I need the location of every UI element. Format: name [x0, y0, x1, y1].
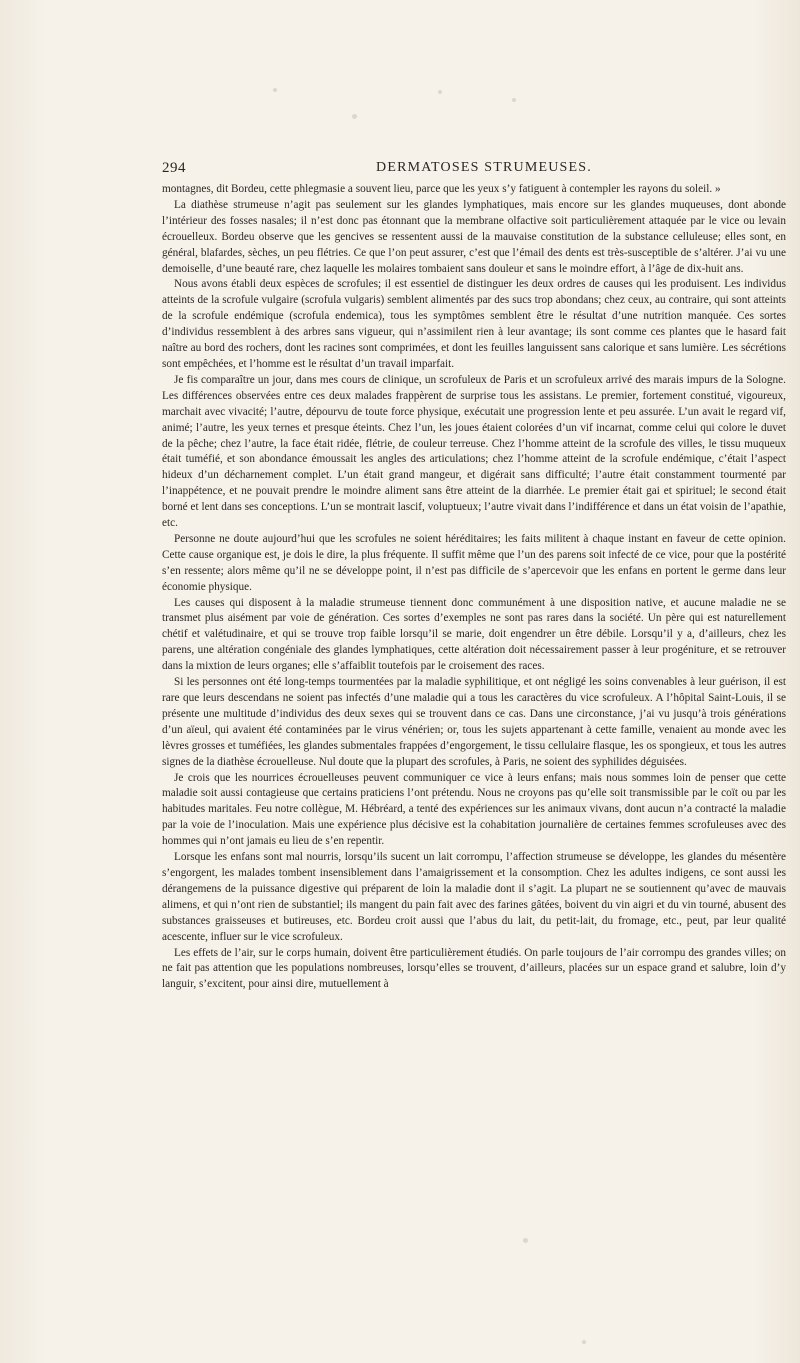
- paragraph: Personne ne doute aujourd’hui que les scrofules ne soient héréditaires; les faits militent à chaque instant en faveur de cette opinion. Cette cause organique est, je dois le dire, la plus fréquente. Il suffit même que l’un des parens soit infecté de ce vice, pour que la postérité s’en ressente; alors même qu’il ne se développe point, il n’est pas difficile de s’apercevoir que les enfans en portent le germe dans leur économie physique.: [162, 532, 786, 593]
- paragraph: montagnes, dit Bordeu, cette phlegmasie a souvent lieu, parce que les yeux s’y fatiguent à contempler les rayons du soleil. »: [162, 183, 721, 195]
- foxing-spot: [512, 98, 516, 102]
- paragraph: Lorsque les enfans sont mal nourris, lorsqu’ils sucent un lait corrompu, l’affection strumeuse se développe, les glandes du mésentère s’engorgent, les malades tombent insensiblement dans l’amaigrissement et la consomption. Chez les adultes indigens, ce sont aussi les dérangemens de la puissance digestive qui préparent de loin la maladie dont il s’agit. La plupart ne se soutiennent qu’avec de mauvais alimens, et qui n’ont rien de substantiel; ils mangent du pain fait avec des farines gâtées, boivent du vin aigri et du vin tourné, abusent des substances graisseuses et butireuses, etc. Bordeu croit aussi que l’abus du lait, du petit-lait, du fromage, etc., peut, par leur qualité acescente, influer sur le vice scrofuleux.: [162, 851, 786, 943]
- foxing-spot: [352, 114, 357, 119]
- paragraph: Les causes qui disposent à la maladie strumeuse tiennent donc communément à une disposition native, et aucune maladie ne se transmet plus aisément par voie de génération. Ces sortes d’exemples ne sont pas rares dans la société. Un père qui est naturellement chétif et valétudinaire, et qui se trouve trop faible lorsqu’il se marie, doit engendrer un être débile. Lorsqu’il y a, d’ailleurs, chez les parens, une altération congéniale des glandes lymphatiques, cette altération doit nécessairement passer à leur progéniture, et se retrouver dans la mixtion de leurs organes; elle s’affaiblit toutefois par le croisement des races.: [162, 596, 786, 673]
- foxing-spot: [438, 90, 442, 94]
- paragraph: Je crois que les nourrices écrouelleuses peuvent communiquer ce vice à leurs enfans; mais nous sommes loin de penser que cette maladie soit aussi contagieuse que certains praticiens l’ont prétendu. Nous ne croyons pas qu’elle soit transmissible par le coït ou par les habitudes maritales. Feu notre collègue, M. Hébréard, a tenté des expériences sur les animaux vivans, dont aucun n’a contracté la maladie par la voie de l’inoculation. Mais une expérience plus décisive est la cohabitation journalière de certaines femmes scrofuleuses avec des hommes qui n’ont jamais eu lieu de s’en repentir.: [162, 771, 786, 848]
- foxing-spot: [582, 1340, 586, 1344]
- foxing-spot: [273, 88, 277, 92]
- page-header: [162, 160, 786, 180]
- paragraph: Nous avons établi deux espèces de scrofules; il est essentiel de distinguer les deux ordres de causes qui les produisent. Les individus atteints de la scrofule vulgaire (scrofula vulgaris) semblent alimentés par des sucs trop abondans; chez ceux, au contraire, qui sont atteints de la scrofule endémique (scrofula endemica), tous les symptômes semblent être le résultat d’une nutrition manquée. Ces sortes d’individus ressemblent à des arbres sans vigueur, qui n’assimilent rien à leur avantage; ils sont comme ces plantes que le hasard fait naître au bord des rochers, dont les racines sont comprimées, et dont les feuilles languissent sans calorique et sans lumière. Les sécrétions sont empêchées, et l’homme est le résultat d’un travail imparfait.: [162, 278, 786, 370]
- paragraph: Je fis comparaître un jour, dans mes cours de clinique, un scrofuleux de Paris et un scrofuleux arrivé des marais impurs de la Sologne. Les différences observées entre ces deux malades frappèrent de surprise tous les assistans. Le premier, fortement constitué, vigoureux, marchait avec vivacité; l’autre, dépourvu de toute force physique, exécutait une progression lente et peu assurée. L’un avait le regard vif, animé; l’autre, les yeux ternes et presque éteints. Chez l’un, les joues étaient colorées d’un vif incarnat, comme celui qui colore le duvet de la pêche; chez l’autre, la face était ridée, flétrie, de couleur terreuse. Chez l’homme atteint de la scrofule des villes, le tissu muqueux était tuméfié, et son abondance émoussait les angles des articulations; chez l’homme atteint de la scrofule endémique, c’était l’aspect hideux d’un décharnement complet. L’un était grand mangeur, et digérait sans difficulté; l’autre était constamment tourmenté par l’inappétence, et ne pouvait prendre le moindre aliment sans être atteint de la diarrhée. Le premier était gai et spirituel; le second était borné et lent dans ses conceptions. L’un se montrait lascif, voluptueux; l’autre vivait dans l’indifférence et dans un état voisin de l’apathie, etc.: [162, 373, 786, 530]
- paragraph: Si les personnes ont été long-temps tourmentées par la maladie syphilitique, et ont négligé les soins convenables à leur guérison, il est rare que leurs descendans ne soient pas infectés d’une maladie qui a tous les caractères du vice scrofuleux. A l’hôpital Saint-Louis, il se présente une multitude d’individus des deux sexes qui se trouvent dans ce cas. Dans une circonstance, j’ai vu jusqu’à trois générations d’un aïeul, qui avaient été contaminées par le virus vénérien; or, tous les sujets appartenant à cette famille, venaient au monde avec les lèvres grosses et tuméfiées, les glandes submentales frappées d’engorgement, le tissu cellulaire flasque, les os spongieux, et tous les autres signes de la diathèse écrouelleuse. Nul doute que la plupart des scrofules, à Paris, ne soient des syphilides déguisées.: [162, 676, 786, 768]
- running-title: DERMATOSES STRUMEUSES.: [376, 160, 592, 175]
- paragraph: Les effets de l’air, sur le corps humain, doivent être particulièrement étudiés. On parle toujours de l’air corrompu des grandes villes; on ne fait pas attention que les populations nombreuses, lorsqu’elles se trouvent, d’ailleurs, placées sur un espace grand et salubre, loin d’y languir, s’excitent, pour ainsi dire, mutuellement à: [162, 946, 786, 991]
- paragraph: La diathèse strumeuse n’agit pas seulement sur les glandes lymphatiques, mais encore sur les glandes muqueuses, dont abonde l’intérieur des fosses nasales; il n’est donc pas étonnant que la membrane olfactive soit particulièrement attaquée par le vice ou levain écrouelleux. Bordeu observe que les gencives se ressentent aussi de la mauvaise constitution de la substance celluleuse; elles sont, en général, blafardes, sèches, un peu flétries. Ce que l’on peut assurer, c’est que l’émail des dents est très-susceptible de s’altérer. J’ai vu une demoiselle, d’une beauté rare, chez laquelle les molaires tombaient sans douleur et sans le moindre effort, à l’âge de dix-huit ans.: [162, 198, 786, 275]
- page-number: 294: [162, 160, 186, 176]
- body-text: [162, 182, 786, 993]
- foxing-spot: [523, 1238, 528, 1243]
